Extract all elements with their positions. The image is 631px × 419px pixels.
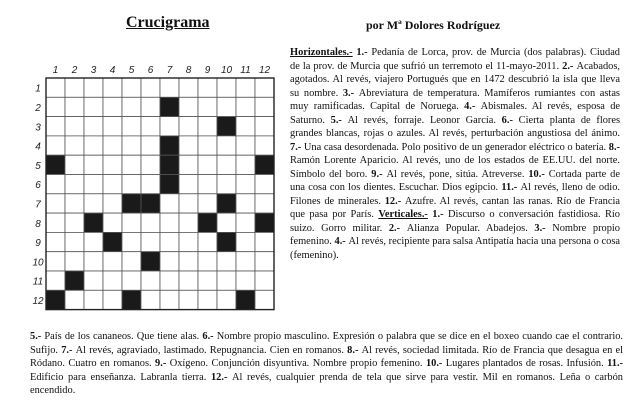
grid-cell[interactable] [236,117,255,136]
grid-cell[interactable] [103,194,122,213]
grid-cell[interactable] [65,290,84,309]
grid-cell[interactable] [160,232,179,251]
horizontales-clue-number: 12.- [380,195,405,207]
grid-cell[interactable] [179,117,198,136]
grid-cell[interactable] [198,117,217,136]
horizontales-clues [290,47,620,220]
grid-cell[interactable] [160,290,179,309]
grid-black-cell [255,213,274,232]
grid-cell[interactable] [179,155,198,174]
grid-cell[interactable] [236,175,255,194]
grid-row-label: 3 [35,122,41,134]
verticales-clue-text: Edificio para enseñanza. Labranla tierra. [30,371,207,383]
horizontales-clue-text: Una casa desordenada. Polo positivo de un generador eléctrico o batería. [303,141,607,153]
grid-cell[interactable] [255,78,274,97]
grid-row-label: 2 [35,102,41,114]
grid-cell[interactable] [217,155,236,174]
grid-cell[interactable] [46,252,65,271]
horizontales-clue-number: 10.- [524,168,549,180]
grid-cell[interactable] [236,232,255,251]
grid-cell[interactable] [141,136,160,155]
grid-cell[interactable] [46,117,65,136]
grid-cell[interactable] [198,97,217,116]
clues-block-bottom [30,330,623,398]
grid-cell[interactable] [103,97,122,116]
grid-cell[interactable] [103,252,122,271]
verticales-clue-text: País de los cananeos. Que tiene alas. [44,331,200,342]
grid-cell[interactable] [179,232,198,251]
verticales-clue-number: 4.- [331,236,349,247]
grid-cell[interactable] [103,290,122,309]
grid-cell[interactable] [46,97,65,116]
grid-black-cell [141,194,160,213]
grid-cell[interactable] [179,194,198,213]
crossword-grid-svg[interactable] [32,62,278,317]
grid-cell[interactable] [122,97,141,116]
grid-column-label: 3 [90,65,97,76]
grid-cell[interactable] [65,175,84,194]
horizontales-clue-text: Cortada parte de una cosa con los dientes. Escuchar. Dios egipcio. [290,168,620,193]
grid-cell[interactable] [103,155,122,174]
grid-black-cell [160,136,179,155]
grid-cell[interactable] [141,271,160,290]
grid-cell[interactable] [255,136,274,155]
horizontales-clue-text: Acabados, agotados. Al revés, viajero Portugués que en 1472 descubrió la isla que lleva su nombre. [290,60,621,99]
grid-cell[interactable] [160,252,179,271]
grid-cell[interactable] [217,290,236,309]
verticales-clue-number: 12.- [206,371,233,383]
verticales-clue-number: 1.- [432,209,448,220]
horizontales-clue-text: Abismales. Al revés, esposa de Saturno. [290,101,620,126]
grid-row-label: 9 [35,238,41,250]
grid-black-cell [65,271,84,290]
grid-cell[interactable] [217,271,236,290]
grid-cell[interactable] [255,271,274,290]
verticales-clue-text: Al revés, sociedad limitada. Río de Francia que desagua en el Ródano. Cuatro en romanos. [30,344,624,369]
grid-cell[interactable] [236,155,255,174]
horizontales-clue-text: Cierta planta de flores grandes blancas, rojas o azules. Al revés, perturbación angustiosa del ánimo. [290,114,621,139]
grid-black-cell [84,213,103,232]
grid-cell[interactable] [255,117,274,136]
grid-cell[interactable] [179,271,198,290]
grid-cell[interactable] [198,290,217,309]
grid-cell[interactable] [84,232,103,251]
verticales-label: Verticales.- [378,209,428,220]
grid-cell[interactable] [198,136,217,155]
grid-black-cell [217,194,236,213]
grid-cell[interactable] [65,136,84,155]
grid-cell[interactable] [236,252,255,271]
grid-cell[interactable] [103,78,122,97]
horizontales-clue-text: Al revés, pone, sitúa. Atreverse. [386,168,525,180]
grid-cell[interactable] [46,213,65,232]
grid-column-label: 10 [220,65,233,76]
grid-black-cell [122,290,141,309]
horizontales-clue-number: 6.- [495,114,519,126]
horizontales-clue-number: 9.- [367,168,387,180]
crossword-grid[interactable] [32,62,278,317]
verticales-clue-text: Al revés, recipiente para salsa Antipatía hacia una persona o cosa (femenino). [290,236,620,261]
grid-black-cell [255,155,274,174]
horizontales-clue-text: Azufre. Al revés, cantan las ranas. Río de Francia que pasa por París. [290,195,620,220]
verticales-clue-number: 6.- [199,331,217,342]
grid-cell[interactable] [198,155,217,174]
grid-cell[interactable] [103,117,122,136]
grid-row-label: 12 [32,295,44,307]
verticales-clue-number: 11.- [603,358,624,369]
grid-cell[interactable] [141,78,160,97]
horizontales-clue-number: 8.- [606,141,621,153]
grid-cell[interactable] [46,136,65,155]
grid-cell[interactable] [179,290,198,309]
grid-cell[interactable] [65,155,84,174]
verticales-clue-text: Lugares plantados de rosas. Infusión. [445,358,604,369]
grid-cell[interactable] [217,252,236,271]
grid-cell[interactable] [122,78,141,97]
grid-cell[interactable] [198,271,217,290]
grid-cell[interactable] [255,252,274,271]
verticales-clue-number: 2.- [382,222,407,234]
grid-cell[interactable] [179,97,198,116]
horizontales-clue-text: Abreviatura de temperatura. Mamíferos rumiantes con astas muy ramificadas. Capital de Noruega. [290,87,620,112]
grid-black-cell [198,213,217,232]
verticales-clue-number: 3.- [527,222,553,234]
grid-cell[interactable] [179,78,198,97]
grid-cell[interactable] [236,78,255,97]
grid-cell[interactable] [255,194,274,213]
verticales-clue-number: 5.- [30,331,45,342]
grid-cell[interactable] [65,213,84,232]
grid-cell[interactable] [141,97,160,116]
grid-cell[interactable] [236,194,255,213]
grid-cell[interactable] [122,175,141,194]
grid-row-label: 6 [35,180,41,192]
verticales-clue-number: 7.- [58,344,76,356]
verticales-clue-number: 8.- [343,344,362,356]
grid-column-label: 8 [185,65,192,76]
grid-cell[interactable] [103,136,122,155]
horizontales-clue-text: Al revés, forraje. Leonor García. [347,114,496,126]
grid-cell[interactable] [141,213,160,232]
grid-cell[interactable] [255,97,274,116]
horizontales-clue-text: Pedanía de Lorca, prov. de Murcia (dos palabras). Ciudad de la prov. de Murcia que sufrió un terremoto el 11-mayo-2011. [290,47,621,72]
grid-cell[interactable] [103,213,122,232]
grid-cell[interactable] [103,175,122,194]
grid-cell[interactable] [122,213,141,232]
grid-cell[interactable] [217,78,236,97]
grid-cell[interactable] [179,252,198,271]
grid-cell[interactable] [179,136,198,155]
grid-cell[interactable] [141,290,160,309]
horizontales-clue-number: 3.- [338,87,359,99]
grid-column-label: 6 [147,65,154,76]
grid-cell[interactable] [255,175,274,194]
grid-black-cell [236,290,255,309]
grid-cell[interactable] [122,117,141,136]
grid-black-cell [141,252,160,271]
grid-cell[interactable] [122,252,141,271]
grid-cell[interactable] [198,252,217,271]
grid-cell[interactable] [46,78,65,97]
grid-cell[interactable] [65,252,84,271]
grid-row-label: 10 [32,257,44,269]
verticales-clue-text: Discurso o conversación fastidiosa. Río suizo. Gorro militar. [290,209,620,234]
grid-black-cell [217,232,236,251]
grid-column-label: 9 [204,65,211,76]
grid-cell[interactable] [217,175,236,194]
grid-cell[interactable] [65,194,84,213]
grid-cell[interactable] [236,97,255,116]
grid-column-label: 4 [109,65,116,76]
grid-cell[interactable] [141,117,160,136]
grid-cell[interactable] [84,78,103,97]
grid-cell[interactable] [84,136,103,155]
horizontales-clue-text: Al revés, lleno de odio. Filones de minerales. [290,182,620,207]
grid-cell[interactable] [255,232,274,251]
grid-cell[interactable] [217,97,236,116]
grid-cell[interactable] [84,194,103,213]
grid-cell[interactable] [141,175,160,194]
grid-cell[interactable] [141,155,160,174]
grid-row-label: 8 [35,218,41,230]
grid-black-cell [160,175,179,194]
grid-cell[interactable] [160,78,179,97]
grid-cell[interactable] [65,232,84,251]
grid-cell[interactable] [198,194,217,213]
grid-cell[interactable] [217,213,236,232]
grid-cell[interactable] [198,175,217,194]
grid-cell[interactable] [84,175,103,194]
verticales-clue-text: Oxígeno. Conjunción disyuntiva. Nombre propio femenino. [169,358,423,369]
grid-black-cell [122,194,141,213]
grid-cell[interactable] [236,213,255,232]
grid-cell[interactable] [141,232,160,251]
author-byline: por Mª Dolores Rodríguez [366,18,501,32]
grid-cell[interactable] [84,252,103,271]
grid-cell[interactable] [160,194,179,213]
horizontales-clue-number: 11.- [498,182,521,193]
grid-cell[interactable] [84,117,103,136]
grid-cell[interactable] [84,97,103,116]
grid-black-cell [46,155,65,174]
grid-cell[interactable] [255,290,274,309]
grid-column-label: 12 [258,65,271,76]
grid-cell[interactable] [84,290,103,309]
grid-column-label: 5 [128,65,135,76]
grid-cell[interactable] [179,213,198,232]
clues-block-top [290,46,620,262]
grid-cell[interactable] [179,175,198,194]
page-title: Crucigrama [126,14,210,31]
verticales-clue-text: Nombre propio femenino. [290,222,620,247]
horizontales-clue-number: 1.- [356,47,372,58]
grid-column-label: 1 [52,65,59,76]
verticales-clue-text: Nombre propio masculino. Expresión o palabra que se dice en el boxeo cuando cae el contrario. Sufijo. [30,331,624,356]
grid-cell[interactable] [160,271,179,290]
grid-cell[interactable] [122,271,141,290]
grid-column-label: 2 [71,65,78,76]
grid-cell[interactable] [46,271,65,290]
verticales-clue-number: 9.- [151,358,170,369]
verticales-clue-text: Al revés, cualquier prenda de tela que sirve para vestir. Mil en romanos. Leña o carbón encendido. [30,371,624,396]
horizontales-label: Horizontales.- [290,47,353,58]
grid-black-cell [217,117,236,136]
grid-row-label: 11 [32,276,44,288]
horizontales-clue-text: Ramón Lorente Aparicio. Al revés, uno de los estados de EE.UU. del norte. Símbolo del boro. [290,155,620,180]
horizontales-clue-number: 7.- [290,141,304,153]
grid-black-cell [46,290,65,309]
grid-cell[interactable] [46,232,65,251]
grid-cell[interactable] [198,78,217,97]
grid-black-cell [160,155,179,174]
grid-cell[interactable] [84,155,103,174]
grid-cell[interactable] [122,136,141,155]
grid-cell[interactable] [236,136,255,155]
grid-column-label: 7 [166,65,173,76]
grid-cell[interactable] [103,271,122,290]
grid-cell[interactable] [160,213,179,232]
grid-black-cell [103,232,122,251]
grid-cell[interactable] [65,97,84,116]
grid-cell[interactable] [65,117,84,136]
grid-cell[interactable] [236,271,255,290]
grid-black-cell [160,97,179,116]
grid-cell[interactable] [122,155,141,174]
grid-row-label: 4 [35,141,41,153]
grid-cell[interactable] [84,271,103,290]
grid-row-label: 7 [35,199,41,211]
grid-cell[interactable] [198,232,217,251]
verticales-clue-number: 10.- [422,358,446,369]
verticales-clue-text: Al revés, agraviado, lastimado. Repugnancia. Cien en romanos. [75,344,344,356]
verticales-clues-part-b [30,331,623,396]
grid-cell[interactable] [122,232,141,251]
grid-cell[interactable] [46,175,65,194]
grid-row-label: 5 [35,160,41,172]
grid-cell[interactable] [46,194,65,213]
grid-column-label: 11 [240,65,251,76]
horizontales-clue-number: 4.- [458,101,481,112]
grid-row-label: 1 [35,83,41,95]
grid-cell[interactable] [65,78,84,97]
grid-cell[interactable] [217,136,236,155]
grid-cell[interactable] [160,117,179,136]
horizontales-clue-number: 5.- [324,114,348,126]
horizontales-clue-number: 2.- [559,60,577,72]
verticales-clue-text: Alianza Popular. Abadejos. [406,222,528,234]
